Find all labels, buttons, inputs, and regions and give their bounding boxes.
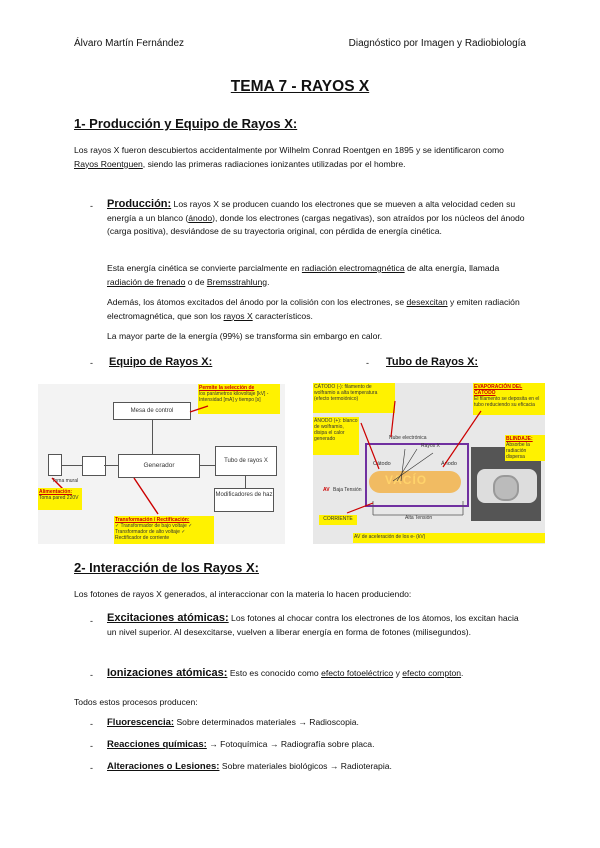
- bullet-dash: -: [366, 358, 369, 368]
- note-catodo: CÁTODO (-): filamento de wolframio a alta temperatura (efecto termoiónico): [313, 383, 395, 413]
- equipo-diagram: [38, 384, 285, 544]
- bullet-dash: -: [90, 719, 93, 729]
- mesa-control-box: Mesa de control: [113, 402, 191, 420]
- paragraph-4: La mayor parte de la energía (99%) se transforma sin embargo en calor.: [107, 331, 383, 341]
- bullet-dash: -: [90, 358, 93, 368]
- reacciones-item: [107, 738, 525, 752]
- note-alimentacion-body: Toma pared 220V: [39, 495, 79, 501]
- para3-text-3: característicos.: [252, 310, 313, 321]
- section1-intro: [74, 144, 524, 171]
- excitaciones-text: Los fotones al chocar contra los electrones de los átomos, los excitan hacia un nivel superior. Al desexcitarse, vuelven a liberar energía en forma de fotones (milisegundos).: [107, 613, 519, 637]
- fluorescencia-text: Sobre determinados materiales → Radioscopia.: [174, 717, 359, 727]
- arrow-mesa: [190, 406, 208, 412]
- section1-heading: 1- Producción y Equipo de Rayos X:: [74, 116, 298, 131]
- note-transformacion: [114, 516, 214, 544]
- excitaciones-paragraph: [107, 612, 525, 639]
- header-subject: Diagnóstico por Imagen y Radiobiología: [348, 38, 526, 49]
- paragraph-3: [107, 296, 525, 323]
- note-corriente: CORRIENTE: [319, 515, 357, 525]
- arrow-anodo: [361, 423, 379, 469]
- note-alimentacion: [38, 488, 82, 510]
- para3-text-2: y emiten radiación electromagnética, que son los: [107, 297, 520, 321]
- tube-photo-window: [493, 475, 519, 501]
- note-av-aceleracion: AV de aceleración de los e- (kV): [353, 533, 545, 543]
- equipo-label: Equipo de Rayos X:: [109, 356, 213, 368]
- arrow-generador: [134, 478, 158, 514]
- ionizaciones-text-1: Esto es conocido como: [227, 668, 322, 678]
- note-anodo: ÁNODO (+): blanco de wolframio, disipa el calor generado: [313, 417, 359, 455]
- ionizaciones-underlined-1: efecto fotoeléctrico: [321, 668, 394, 678]
- note-blindaje-body: Absorbe la radiación dispersa: [506, 442, 530, 460]
- generador-box: Generador: [118, 454, 200, 478]
- fluorescencia-item: [107, 716, 525, 730]
- para2-underlined-3: Bremsstrahlung: [206, 276, 268, 287]
- ionizaciones-text-3: .: [461, 668, 464, 678]
- ionizaciones-label: Ionizaciones atómicas:: [107, 667, 228, 679]
- para2-text-3: o de: [185, 276, 207, 287]
- produccion-text-2: ), donde los electrones (cargas negativas), son atraídos por los núcleos del ánodo (carga positiva), desviándose de su trayectoria original, con pérdida de energía cinética.: [107, 212, 525, 237]
- tubo-label: Tubo de Rayos X:: [386, 356, 479, 368]
- para2-text-1: Esta energía cinética se convierte parcialmente en: [107, 263, 302, 273]
- ionizaciones-paragraph: [107, 667, 525, 681]
- section2-intro: Los fotones de rayos X generados, al interaccionar con la materia lo hacen produciendo:: [74, 589, 412, 599]
- note-parametros-body: los parámetros kilovoltaje [kV] - Intensidad [mA] y tiempo [s]: [199, 391, 269, 403]
- produccion-label: Producción:: [107, 198, 172, 210]
- baja-tension-label: Baja Tensión: [333, 487, 362, 493]
- paragraph-2: [107, 262, 525, 289]
- page-title: TEMA 7 - RAYOS X: [230, 78, 370, 95]
- fluorescencia-label: Fluorescencia:: [107, 717, 175, 728]
- xray-line-2: [397, 449, 417, 481]
- arrow-corriente: [347, 503, 373, 513]
- bullet-dash: -: [90, 670, 93, 680]
- excitaciones-label: Excitaciones atómicas:: [107, 612, 229, 624]
- note-parametros-title: Permite la selección de: [199, 385, 255, 391]
- xray-line-1: [393, 453, 433, 481]
- bullet-dash: -: [90, 741, 93, 751]
- bullet-dash: -: [90, 763, 93, 773]
- note-evaporacion-body: El filamento se deposita en el tubo reduciendo su eficacia: [474, 396, 540, 408]
- alta-tension-label: Alta Tensión: [405, 515, 433, 521]
- arrow-catodo: [391, 401, 395, 437]
- para3-underlined-2: rayos X: [223, 310, 253, 321]
- todos-procesos: Todos estos procesos producen:: [74, 697, 198, 707]
- produccion-text-1: Los rayos X se producen cuando los electrones que se mueven a alta velocidad ceden su energía a un blanco (: [107, 199, 516, 223]
- vacio-label: VACÍO: [385, 473, 428, 487]
- nube-label: Nube electrónica: [389, 435, 427, 441]
- reacciones-text: → Fotoquímica → Radiografía sobre placa.: [206, 739, 375, 749]
- note-transformacion-body: ✓ Transformador de bajo voltaje ✓ Transformador de alto voltaje ✓ Rectificador de corriente: [115, 523, 193, 541]
- para2-underlined-1: radiación electromagnética: [301, 263, 405, 273]
- alteraciones-item: [107, 760, 525, 774]
- para2-text-4: .: [267, 276, 270, 287]
- rayos-label: Rayos X: [421, 443, 440, 449]
- xray-line-3: [401, 449, 405, 481]
- note-blindaje: [505, 435, 545, 461]
- note-alimentacion-title: Alimentación:: [39, 489, 73, 495]
- note-evaporacion-title: EVAPORACIÓN DEL CÁTODO: [474, 384, 523, 396]
- bullet-dash: -: [90, 201, 93, 211]
- alteraciones-label: Alteraciones o Lesiones:: [107, 761, 220, 772]
- produccion-paragraph: [107, 198, 525, 239]
- av-label: AV: [323, 487, 330, 493]
- intro-underlined: Rayos Roentguen: [74, 158, 143, 169]
- ionizaciones-text-2: y: [393, 668, 403, 678]
- tubo-rayos-box: Tubo de rayos X: [215, 446, 277, 476]
- header-author: Álvaro Martín Fernández: [74, 38, 185, 49]
- produccion-underlined: ánodo: [188, 212, 213, 223]
- alteraciones-text: Sobre materiales biológicos → Radioterapia.: [219, 761, 392, 771]
- para2-text-2: de alta energía, llamada: [404, 263, 500, 273]
- reacciones-label: Reacciones químicas:: [107, 739, 207, 750]
- note-blindaje-title: BLINDAJE:: [506, 436, 533, 442]
- para3-text-1: Además, los átomos excitados del ánodo por la colisión con los electrones, se: [107, 297, 407, 307]
- anodo-label: Ánodo: [441, 461, 457, 467]
- para2-underlined-2: radiación de frenado: [107, 276, 186, 287]
- modificadores-box: Modificadores de haz: [214, 488, 274, 512]
- intro-text-2: , siendo las primeras radiaciones ionizantes utilizadas por el hombre.: [142, 158, 406, 169]
- catodo-label: Cátodo: [373, 461, 391, 467]
- note-transformacion-title: Transformación / Rectificación:: [115, 517, 190, 523]
- tubo-diagram: [313, 383, 545, 544]
- bullet-dash: -: [90, 616, 93, 626]
- section2-heading: 2- Interacción de los Rayos X:: [74, 560, 259, 575]
- intro-text-1: Los rayos X fueron descubiertos accidentalmente por Wilhelm Conrad Roentgen en 1895 y se identificaron como: [74, 145, 504, 155]
- toma-mural-label: Toma mural: [52, 478, 79, 484]
- ionizaciones-underlined-2: efecto compton: [402, 668, 462, 678]
- para3-underlined-1: desexcitan: [406, 297, 448, 307]
